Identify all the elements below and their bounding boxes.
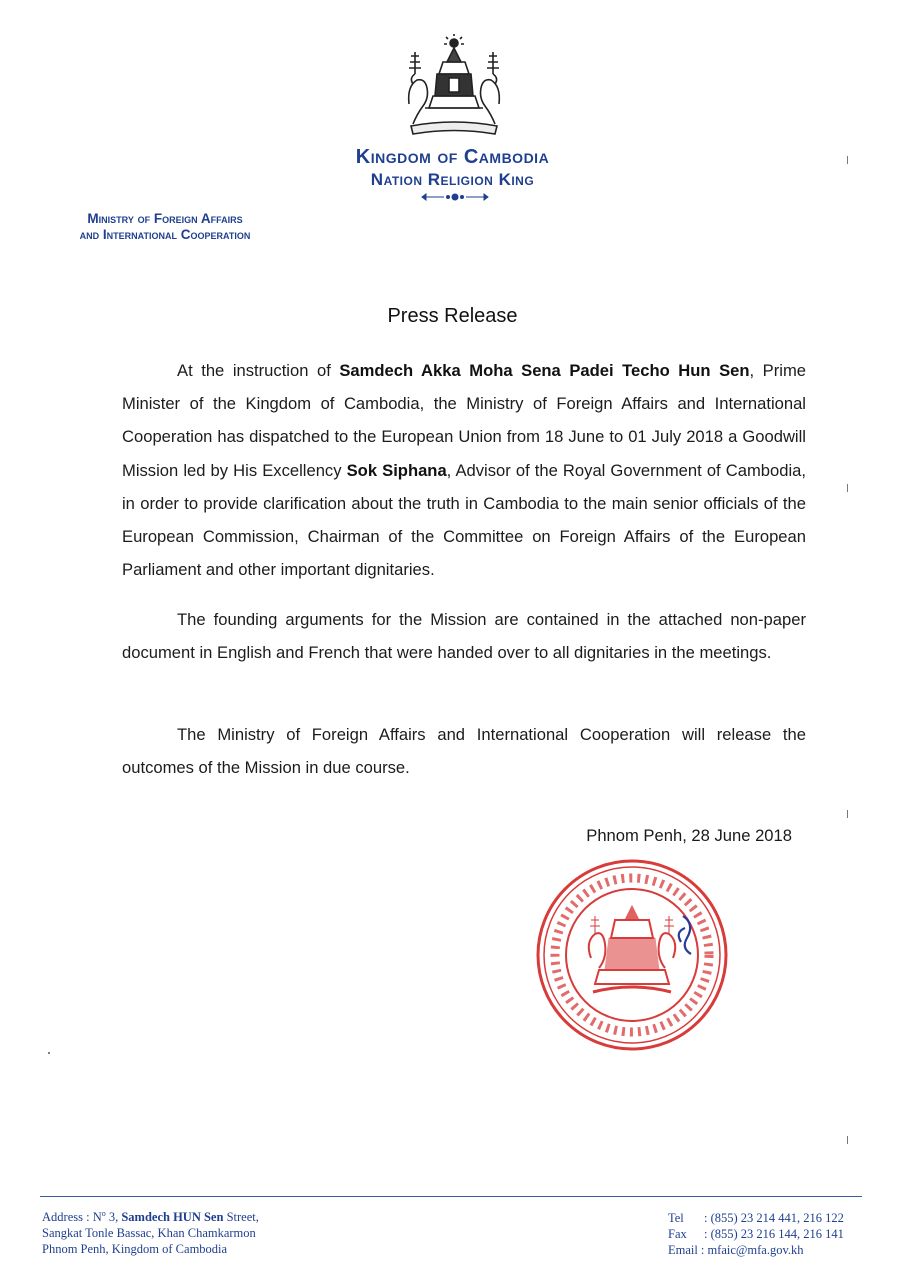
paragraph-1-text-a: At the instruction of [177, 361, 340, 380]
paragraph-2 [122, 603, 806, 669]
scan-mark [847, 1136, 848, 1144]
fax-row [668, 1226, 868, 1242]
envoy-name: Sok Siphana [346, 460, 447, 480]
address-line-3: Phnom Penh, Kingdom of Cambodia [42, 1242, 228, 1257]
scan-mark [847, 484, 848, 492]
ministry-name-line2: and International Cooperation [79, 227, 251, 242]
scan-mark [847, 810, 848, 818]
scan-mark [847, 156, 848, 164]
paragraph-1-text-c: , Advisor of the Royal Government of Cambodia, in order to provide clarification about the truth in Cambodia to the main senior officials of the European Commission, Chairman of the Committee on Foreign Affairs of the European Parliament and other important dignitaries. [122, 460, 806, 580]
footer-contact [668, 1210, 868, 1258]
prime-minister-name: Samdech Akka Moha Sena Padei Techo Hun Sen [339, 361, 750, 380]
tel-label: Tel [668, 1211, 684, 1225]
official-seal-stamp [535, 858, 730, 1053]
royal-emblem-icon [403, 34, 505, 138]
tel-value: : (855) 23 214 441, 216 122 [704, 1211, 844, 1225]
paragraph-1 [122, 354, 806, 586]
paragraph-1-text-b: , Prime Minister of the Kingdom of Cambodia, the Ministry of Foreign Affairs and International Cooperation has dispatched to the European Union from 18 June to 01 July 2018 a Goodwill Mission led by His Excellency [122, 361, 806, 480]
footer-address [42, 1206, 342, 1257]
email-label: Email [668, 1243, 698, 1257]
paragraph-3 [122, 718, 806, 784]
scan-dot [48, 1052, 50, 1054]
ornament-divider-icon [420, 191, 490, 203]
email-value: : mfaic@mfa.gov.kh [700, 1243, 804, 1257]
address-number: 3, [105, 1210, 122, 1225]
document-title: Press Release [387, 305, 518, 327]
fax-label: Fax [668, 1227, 687, 1241]
fax-value: : (855) 23 216 144, 216 141 [704, 1227, 844, 1241]
address-street-name: Samdech HUN Sen [121, 1210, 224, 1225]
footer-divider [40, 1196, 862, 1197]
motto-heading: Nation Religion King [370, 170, 535, 189]
address-prefix: Address : N [42, 1210, 102, 1225]
address-line-2: Sangkat Tonle Bassac, Khan Chamkarmon [42, 1226, 256, 1241]
address-sup: o [101, 1209, 106, 1218]
address-line-1 [42, 1206, 342, 1225]
address-suffix: Street, [223, 1210, 259, 1225]
date-line: Phnom Penh, 28 June 2018 [586, 826, 792, 845]
paragraph-3-text: The Ministry of Foreign Affairs and International Cooperation will release the outcomes of the Mission in due course. [122, 725, 806, 778]
email-row [668, 1242, 868, 1258]
paragraph-2-text: The founding arguments for the Mission are contained in the attached non-paper document in English and French that were handed over to all dignitaries in the meetings. [122, 610, 806, 663]
ministry-name-line1: Ministry of Foreign Affairs [87, 211, 243, 226]
tel-row [668, 1210, 868, 1226]
country-heading: Kingdom of Cambodia [355, 146, 550, 168]
